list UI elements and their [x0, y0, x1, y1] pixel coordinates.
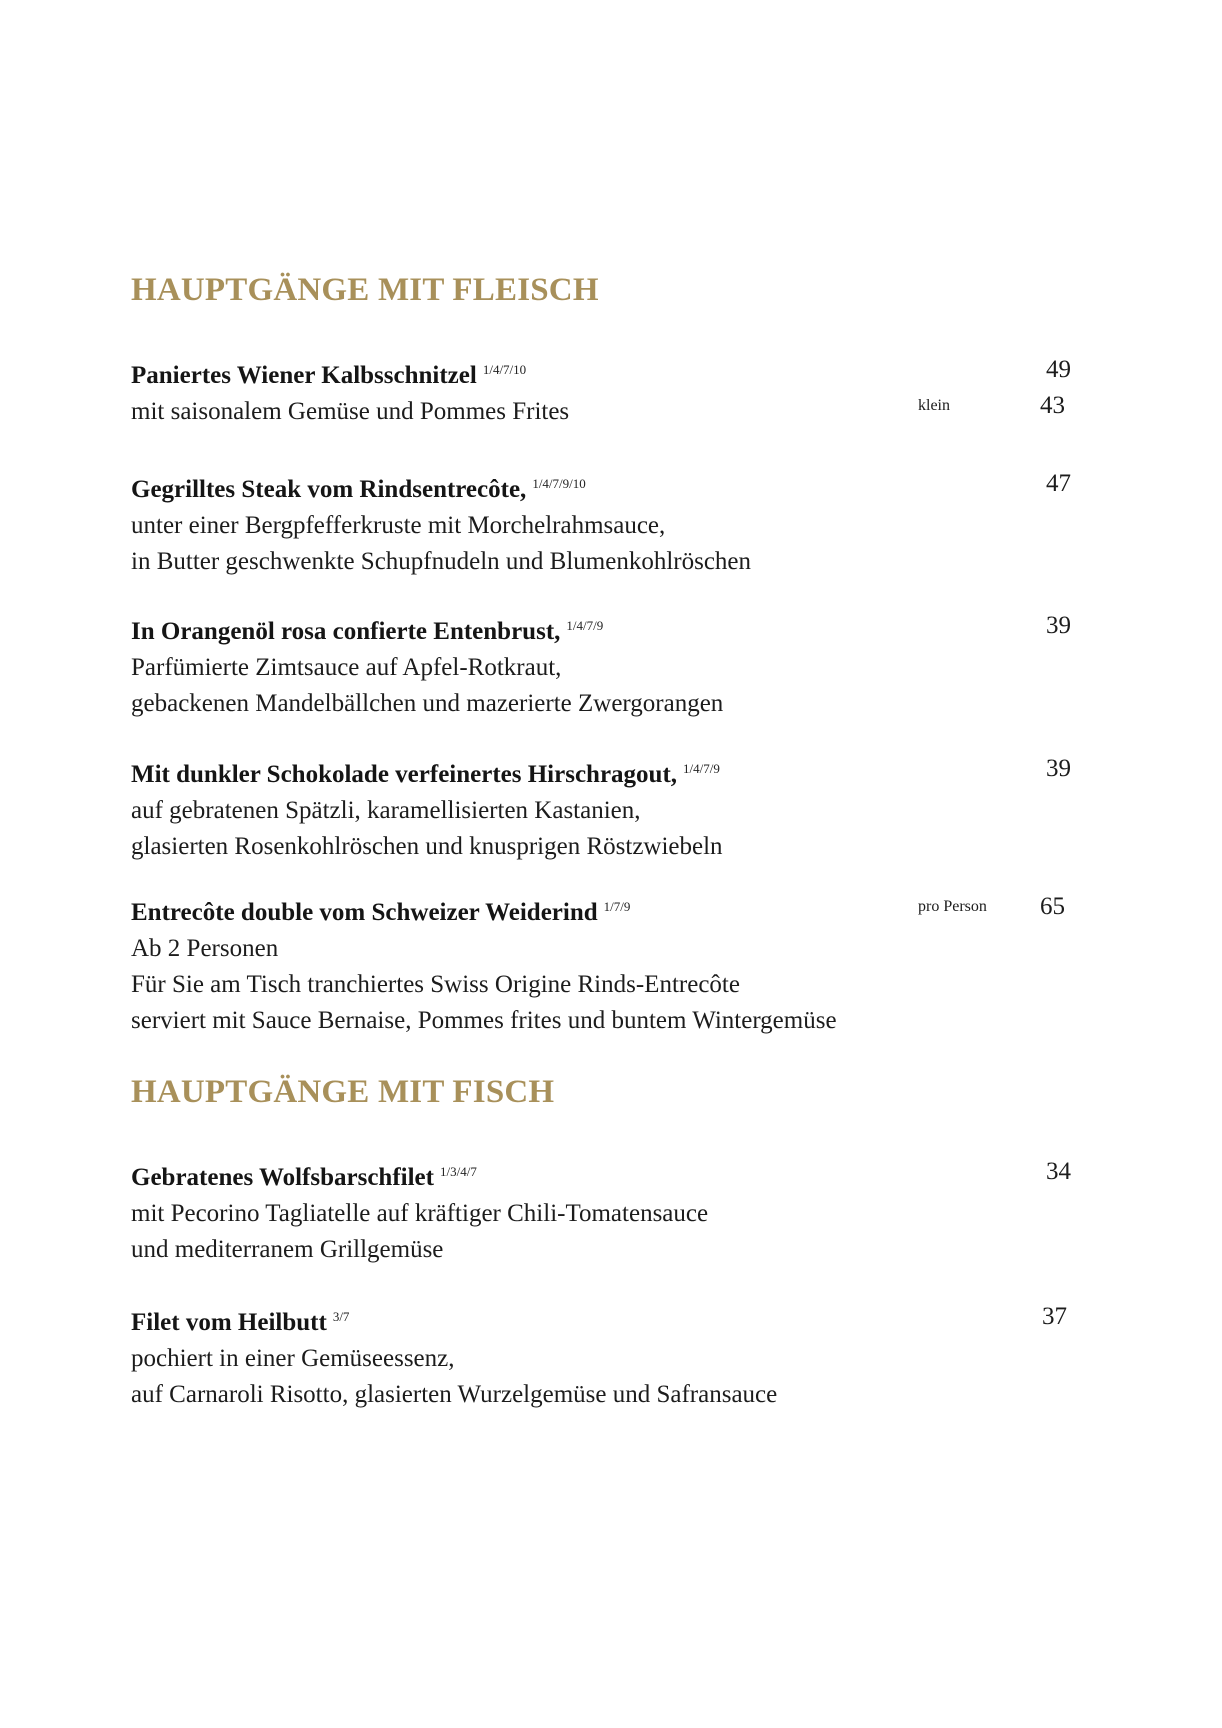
price-note: pro Person [918, 898, 987, 915]
section-heading-fish: HAUPTGÄNGE MIT FISCH [131, 1074, 555, 1110]
variant-label: klein [918, 397, 950, 414]
variant-price: 43 [1040, 392, 1065, 419]
item-description: Ab 2 Personen [131, 935, 279, 962]
menu-item [131, 751, 1071, 865]
item-description: serviert mit Sauce Bernaise, Pommes frites und buntem Wintergemüse [131, 1007, 837, 1034]
allergen-codes: 1/3/4/7 [439, 1164, 477, 1179]
item-name: In Orangenöl rosa confierte Entenbrust, [131, 618, 561, 645]
item-price: 39 [1046, 755, 1071, 782]
menu-item [131, 1299, 1071, 1413]
item-description: auf Carnaroli Risotto, glasierten Wurzelgemüse und Safransauce [131, 1381, 778, 1408]
menu-item [131, 352, 1071, 430]
item-name: Entrecôte double vom Schweizer Weiderind [131, 899, 598, 926]
item-name: Mit dunkler Schokolade verfeinertes Hirschragout, [131, 761, 678, 788]
section-heading-meat: HAUPTGÄNGE MIT FLEISCH [131, 272, 599, 308]
allergen-codes: 1/4/7/10 [482, 362, 527, 377]
item-description: unter einer Bergpfefferkruste mit Morchelrahmsauce, [131, 512, 666, 539]
item-name: Filet vom Heilbutt [131, 1309, 327, 1336]
menu-item [131, 1154, 1071, 1268]
item-description: mit Pecorino Tagliatelle auf kräftiger Chili-Tomatensauce [131, 1200, 709, 1227]
menu-item [131, 889, 1071, 1039]
item-price: 47 [1046, 470, 1071, 497]
item-description: gebackenen Mandelbällchen und mazerierte Zwergorangen [131, 690, 724, 717]
allergen-codes: 1/4/7/9/10 [532, 476, 586, 491]
item-description: und mediterranem Grillgemüse [131, 1236, 444, 1263]
item-description: auf gebratenen Spätzli, karamellisierten Kastanien, [131, 797, 641, 824]
item-description: pochiert in einer Gemüseessenz, [131, 1345, 455, 1372]
item-description: glasierten Rosenkohlröschen und knusprigen Röstzwiebeln [131, 833, 723, 860]
allergen-codes: 3/7 [332, 1309, 350, 1324]
item-price: 49 [1046, 356, 1071, 383]
item-price: 37 [1042, 1303, 1067, 1330]
menu-item [131, 608, 1071, 722]
item-price: 34 [1046, 1158, 1071, 1185]
item-price: 65 [1040, 893, 1065, 920]
menu-item [131, 466, 1071, 580]
allergen-codes: 1/4/7/9 [566, 618, 604, 633]
allergen-codes: 1/4/7/9 [683, 761, 720, 776]
item-description: Parfümierte Zimtsauce auf Apfel-Rotkraut, [131, 654, 562, 681]
item-description: Für Sie am Tisch tranchiertes Swiss Origine Rinds-Entrecôte [131, 971, 740, 998]
item-description: in Butter geschwenkte Schupfnudeln und Blumenkohlröschen [131, 548, 752, 575]
item-name: Gegrilltes Steak vom Rindsentrecôte, [131, 476, 527, 503]
item-description: mit saisonalem Gemüse und Pommes Frites [131, 398, 570, 425]
item-price: 39 [1046, 612, 1071, 639]
item-name: Gebratenes Wolfsbarschfilet [131, 1164, 434, 1191]
allergen-codes: 1/7/9 [603, 899, 631, 914]
item-name: Paniertes Wiener Kalbsschnitzel [131, 362, 477, 389]
